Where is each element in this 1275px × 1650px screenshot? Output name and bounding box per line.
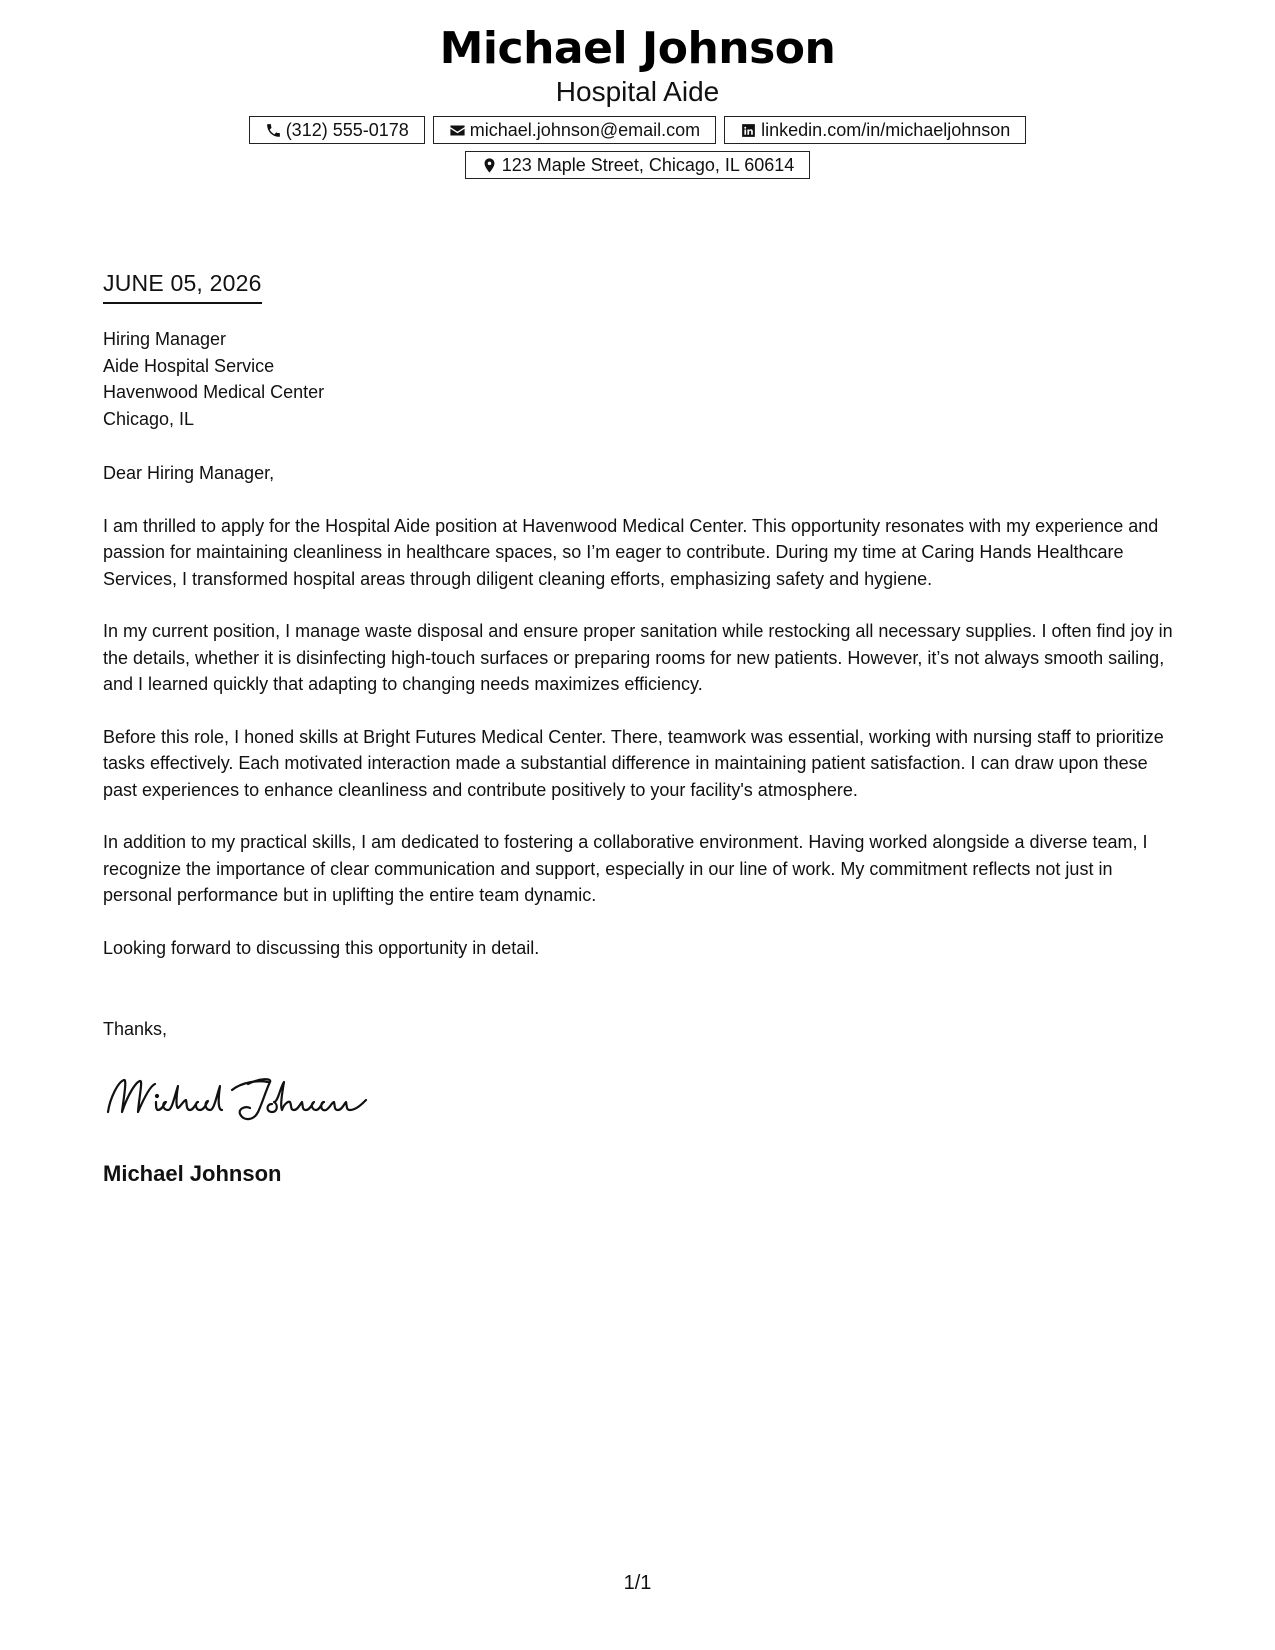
recipient-line: Hiring Manager — [103, 329, 227, 349]
envelope-icon — [449, 122, 466, 139]
recipient-block — [103, 326, 324, 432]
applicant-title: Hospital Aide — [555, 76, 720, 107]
signed-name: Michael Johnson — [103, 1161, 282, 1186]
letter-body — [103, 460, 1183, 987]
letter-date: JUNE 05, 2026 — [103, 268, 262, 304]
page-number: 1/1 — [623, 1572, 652, 1594]
phone-icon — [265, 122, 282, 139]
linkedin-text: linkedin.com/in/michaeljohnson — [761, 119, 1011, 140]
linkedin-icon — [740, 122, 757, 139]
recipient-line: Chicago, IL — [103, 408, 195, 429]
contact-row — [0, 116, 1275, 144]
recipient-line: Havenwood Medical Center — [103, 382, 325, 402]
address-text: 123 Maple Street, Chicago, IL 60614 — [501, 154, 795, 175]
body-paragraph: I am thrilled to apply for the Hospital Aide position at Havenwood Medical Center. This opportunity resonates with my experience and passion for maintaining cleanliness in healthcare spaces, so I’m eager to contribute. During my time at Caring Hands Healthcare Services, I transformed hospital areas through diligent cleaning efforts, emphasizing safety and hygiene. — [103, 515, 1159, 589]
body-paragraph: Before this role, I honed skills at Bright Futures Medical Center. There, teamwork was essential, working with nursing staff to prioritize tasks effectively. Each motivated interaction made a substantial difference in maintaining patient satisfaction. I can draw upon these past experiences to enhance cleanliness and contribute positively to your facility's atmosphere. — [103, 726, 1164, 800]
applicant-name: Michael Johnson — [439, 23, 836, 74]
phone-text: (312) 555-0178 — [285, 119, 409, 140]
email-contact[interactable] — [433, 116, 716, 144]
contact-row-address — [0, 151, 1275, 179]
salutation: Dear Hiring Manager, — [103, 463, 275, 483]
recipient-line: Aide Hospital Service — [103, 355, 275, 376]
email-text: michael.johnson@email.com — [469, 119, 701, 140]
body-paragraph: In my current position, I manage waste disposal and ensure proper sanitation while restocking all necessary supplies. I often find joy in the details, whether it is disinfecting high-touch surfaces or preparing rooms for new patients. However, it’s not always smooth sailing, and I learned quickly that adapting to changing needs maximizes efficiency. — [103, 621, 1173, 694]
map-marker-icon — [481, 157, 498, 174]
body-paragraph: Looking forward to discussing this opportunity in detail. — [103, 937, 540, 958]
handwritten-signature — [100, 1068, 370, 1126]
signature-text: Michael Johnson — [100, 1068, 108, 1069]
body-paragraph: In addition to my practical skills, I am dedicated to fostering a collaborative environment. Having worked alongside a diverse team, I recognize the importance of clear communication and support, especially in our line of work. My commitment reflects not just in personal performance but in uplifting the entire team dynamic. — [103, 832, 1148, 905]
linkedin-contact[interactable] — [724, 116, 1026, 144]
address-contact — [465, 151, 811, 179]
phone-contact[interactable] — [249, 116, 425, 144]
letter-header — [0, 22, 1275, 179]
closing: Thanks, — [103, 1019, 168, 1039]
